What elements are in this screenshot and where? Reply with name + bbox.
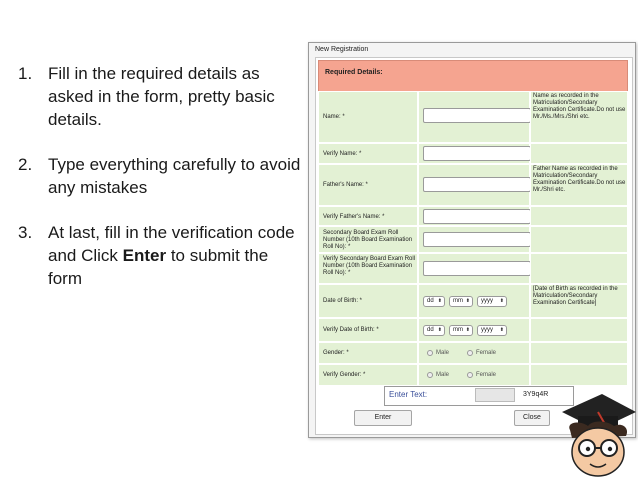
captcha-input[interactable]	[475, 388, 515, 402]
step-number: 1.	[18, 64, 33, 83]
instruction-step-3	[18, 221, 303, 290]
form-row-gender	[318, 342, 628, 364]
female-option-label: Female	[476, 350, 497, 356]
verify-gender-male-radio[interactable]	[427, 372, 449, 378]
note-cell	[530, 342, 628, 364]
month-select-value: mm	[453, 298, 463, 304]
captcha-label: Enter Text:	[389, 390, 428, 399]
father-name-note: Father Name as recorded in the Matriculation/Secondary Examination Certificate.Do not use Mr./Shri etc.	[533, 166, 626, 193]
select-arrows-icon: ⬍	[437, 327, 442, 333]
dob-label: Date of Birth: *	[323, 298, 363, 304]
input-cell	[418, 284, 530, 318]
form-row-father-name	[318, 164, 628, 206]
name-input[interactable]	[423, 108, 531, 123]
graduate-mascot-icon	[556, 386, 638, 479]
label-cell	[318, 253, 418, 284]
day-select-value: dd	[427, 298, 434, 304]
input-cell	[418, 91, 530, 143]
instructions-list	[18, 62, 303, 312]
radio-circle-icon	[427, 350, 433, 356]
father-name-label: Father's Name: *	[323, 182, 368, 188]
registration-window	[308, 42, 636, 438]
dob-day-select[interactable]	[423, 296, 445, 307]
note-cell	[530, 318, 628, 342]
select-arrows-icon: ⬍	[499, 298, 504, 304]
required-details-header	[318, 60, 628, 92]
step-text-end: to submit the form	[48, 246, 269, 288]
registration-form	[315, 57, 633, 435]
verify-dob-day-select[interactable]	[423, 325, 445, 336]
note-cell	[530, 364, 628, 386]
label-cell	[318, 143, 418, 164]
note-cell	[530, 206, 628, 226]
verify-name-input[interactable]	[423, 146, 531, 161]
gender-label: Gender: *	[323, 350, 349, 356]
verify-dob-year-select[interactable]	[477, 325, 507, 336]
verify-roll-number-input[interactable]	[423, 261, 531, 276]
roll-number-input[interactable]	[423, 232, 531, 247]
verify-gender-female-radio[interactable]	[467, 372, 496, 378]
verify-dob-label: Verify Date of Birth: *	[323, 327, 379, 333]
select-arrows-icon: ⬍	[499, 327, 504, 333]
day-select-value: dd	[427, 327, 434, 333]
input-cell	[418, 226, 530, 253]
step-text-bold: Enter	[122, 246, 167, 265]
verify-gender-label: Verify Gender: *	[323, 372, 366, 378]
input-cell	[418, 206, 530, 226]
note-cell	[530, 226, 628, 253]
step-text: Type everything carefully to avoid any mistakes	[48, 155, 301, 197]
male-option-label: Male	[436, 372, 450, 378]
verify-dob-month-select[interactable]	[449, 325, 473, 336]
captcha-code: 3Y9q4R	[523, 391, 549, 398]
label-cell	[318, 206, 418, 226]
label-cell	[318, 164, 418, 206]
note-cell	[530, 253, 628, 284]
select-arrows-icon: ⬍	[437, 298, 442, 304]
verify-roll-number-label: Verify Secondary Board Exam Roll Number (10th Board Examination Roll No): *	[323, 256, 416, 276]
instruction-step-1	[18, 62, 303, 131]
form-row-verify-date-of-birth	[318, 318, 628, 342]
father-name-input[interactable]	[423, 177, 531, 192]
input-cell	[418, 253, 530, 284]
label-cell	[318, 91, 418, 143]
name-note: Name as recorded in the Matriculation/Secondary Examination Certificate.Do not use Mr./Ms./Mrs./Shri etc.	[533, 93, 626, 120]
input-cell	[418, 342, 530, 364]
window-title: New Registration	[315, 46, 369, 53]
note-cell	[530, 143, 628, 164]
dob-note: [Date of Birth as recorded in the Matriculation/Secondary Examination Certificate]	[533, 286, 618, 306]
input-cell	[418, 164, 530, 206]
dob-month-select[interactable]	[449, 296, 473, 307]
label-cell	[318, 226, 418, 253]
form-row-verify-father-name	[318, 206, 628, 226]
form-row-verify-gender	[318, 364, 628, 386]
radio-circle-icon	[467, 372, 473, 378]
close-button[interactable]: Close	[514, 410, 550, 426]
required-details-label: Required Details:	[325, 69, 383, 76]
note-cell	[530, 164, 628, 206]
step-text: Fill in the required details as asked in the form, pretty basic details.	[48, 64, 275, 129]
form-row-verify-roll-number	[318, 253, 628, 284]
enter-button[interactable]: Enter	[354, 410, 412, 426]
label-cell	[318, 342, 418, 364]
roll-number-label: Secondary Board Exam Roll Number (10th Board Examination Roll No): *	[323, 230, 413, 250]
radio-circle-icon	[467, 350, 473, 356]
name-label: Name: *	[323, 114, 345, 120]
radio-circle-icon	[427, 372, 433, 378]
step-text-start: At last, fill in the verification code and Click	[48, 223, 295, 265]
year-select-value: yyyy	[481, 327, 493, 333]
step-text	[48, 221, 303, 290]
label-cell	[318, 364, 418, 386]
label-cell	[318, 318, 418, 342]
label-cell	[318, 284, 418, 318]
year-select-value: yyyy	[481, 298, 493, 304]
form-row-roll-number	[318, 226, 628, 253]
form-row-name	[318, 91, 628, 143]
note-cell	[530, 91, 628, 143]
form-row-date-of-birth	[318, 284, 628, 318]
form-row-verify-name	[318, 143, 628, 164]
captcha-row	[384, 386, 574, 406]
dob-year-select[interactable]	[477, 296, 507, 307]
input-cell	[418, 143, 530, 164]
input-cell	[418, 318, 530, 342]
step-number: 2.	[18, 155, 33, 174]
gender-female-radio[interactable]	[467, 350, 496, 356]
verify-name-label: Verify Name: *	[323, 151, 362, 157]
verify-father-name-input[interactable]	[423, 209, 531, 224]
select-arrows-icon: ⬍	[465, 298, 470, 304]
instruction-step-2	[18, 153, 303, 199]
month-select-value: mm	[453, 327, 463, 333]
gender-male-radio[interactable]	[427, 350, 449, 356]
step-number: 3.	[18, 223, 33, 242]
male-option-label: Male	[436, 350, 450, 356]
input-cell	[418, 364, 530, 386]
verify-father-name-label: Verify Father's Name: *	[323, 214, 385, 220]
female-option-label: Female	[476, 372, 497, 378]
select-arrows-icon: ⬍	[465, 327, 470, 333]
note-cell	[530, 284, 628, 318]
